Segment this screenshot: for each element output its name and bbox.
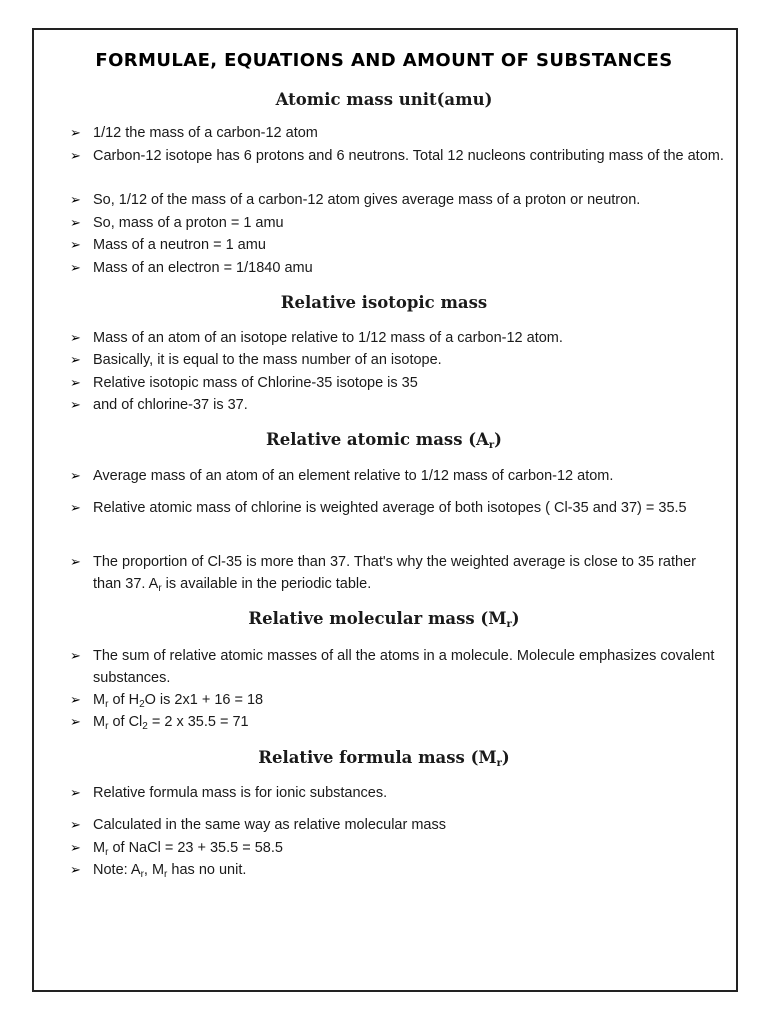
arrow-bullet-icon: ➢: [70, 260, 81, 275]
arrow-bullet-icon: ➢: [70, 817, 81, 832]
arrow-bullet-icon: ➢: [70, 192, 81, 207]
list-item: ➢ $M_r$ of $H_2O$ is 2x1 + 16 = 18: [70, 689, 725, 716]
arrow-bullet-icon: ➢: [70, 375, 81, 390]
heading-relative-molecular-mass: Relative molecular mass $(M_r)$: [248, 609, 520, 630]
arrow-bullet-icon: ➢: [70, 125, 81, 140]
arrow-bullet-icon: ➢: [70, 648, 81, 663]
list-item: ➢ Basically, it is equal to the mass number of an isotope.: [70, 349, 725, 371]
arrow-bullet-icon: ➢: [70, 468, 81, 483]
arrow-bullet-icon: ➢: [70, 785, 81, 800]
page-title: FORMULAE, EQUATIONS AND AMOUNT OF SUBSTANCES: [95, 50, 673, 71]
list-item: ➢ $M_r$ of $Cl_2 = 2$ x 35.5 = 71: [70, 711, 725, 738]
list-item: ➢ $M_r$ of NaCl = 23 + 35.5 = 58.5: [70, 837, 725, 864]
list-item: ➢ Relative atomic mass of chlorine is weighted average of both isotopes ( Cl-35 and 37) = 35.5: [70, 497, 725, 519]
arrow-bullet-icon: ➢: [70, 330, 81, 345]
list-item: ➢ Carbon-12 isotope has 6 protons and 6 neutrons. Total 12 nucleons contributing mass of the atom.: [70, 145, 725, 167]
list-item: ➢ Mass of an electron = 1/1840 amu: [70, 257, 725, 279]
arrow-bullet-icon: ➢: [70, 148, 81, 163]
list-item: ➢ Mass of a neutron = 1 amu: [70, 234, 725, 256]
list-item: ➢ The sum of relative atomic masses of all the atoms in a molecule. Molecule emphasizes covalent substances.: [70, 645, 725, 689]
arrow-bullet-icon: ➢: [70, 237, 81, 252]
arrow-bullet-icon: ➢: [70, 714, 81, 729]
list-item: ➢ The proportion of Cl-35 is more than 37. That's why the weighted average is close to 35 rather than 37. $A_r$ is available in the periodic table.: [70, 551, 725, 600]
arrow-bullet-icon: ➢: [70, 862, 81, 877]
heading-relative-formula-mass: Relative formula mass $(M_r)$: [258, 748, 510, 769]
list-item: ➢ Relative formula mass is for ionic substances.: [70, 782, 725, 804]
heading-atomic-mass-unit: Atomic mass unit(amu): [275, 90, 493, 109]
list-item: ➢ 1/12 the mass of a carbon-12 atom: [70, 122, 725, 144]
arrow-bullet-icon: ➢: [70, 397, 81, 412]
arrow-bullet-icon: ➢: [70, 840, 81, 855]
arrow-bullet-icon: ➢: [70, 554, 81, 569]
list-item: ➢ Calculated in the same way as relative molecular mass: [70, 814, 725, 836]
heading-relative-isotopic-mass: Relative isotopic mass: [280, 293, 488, 312]
list-item: ➢ Average mass of an atom of an element relative to 1/12 mass of carbon-12 atom.: [70, 465, 725, 487]
arrow-bullet-icon: ➢: [70, 215, 81, 230]
list-item: ➢ Mass of an atom of an isotope relative to 1/12 mass of a carbon-12 atom.: [70, 327, 725, 349]
arrow-bullet-icon: ➢: [70, 500, 81, 515]
list-item: ➢ So, 1/12 of the mass of a carbon-12 atom gives average mass of a proton or neutron.: [70, 189, 725, 211]
arrow-bullet-icon: ➢: [70, 692, 81, 707]
heading-relative-atomic-mass: Relative atomic mass $(A_r)$: [266, 430, 502, 451]
list-item: ➢ So, mass of a proton = 1 amu: [70, 212, 725, 234]
arrow-bullet-icon: ➢: [70, 352, 81, 367]
list-item: ➢ Relative isotopic mass of Chlorine-35 isotope is 35: [70, 372, 725, 394]
list-item: ➢ Note: $A_r$, $M_r$ has no unit.: [70, 859, 725, 886]
list-item: ➢ and of chlorine-37 is 37.: [70, 394, 725, 416]
